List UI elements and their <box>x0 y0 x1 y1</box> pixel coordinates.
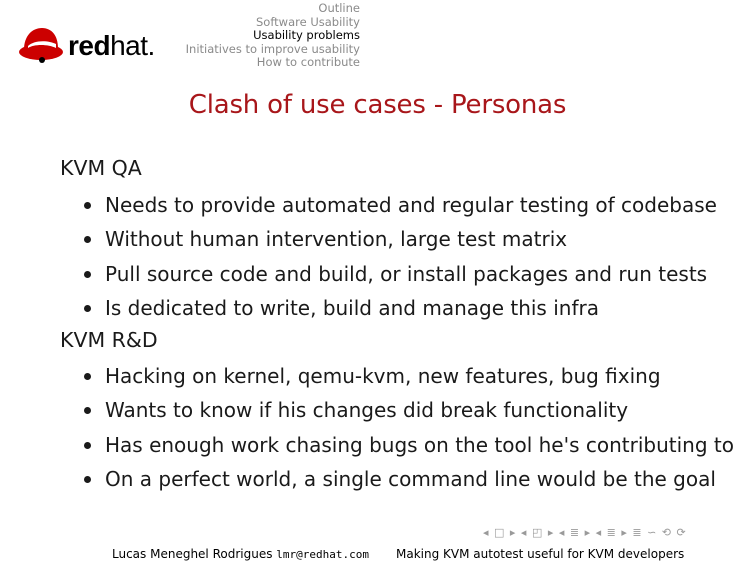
bullet-icon <box>84 373 91 380</box>
shadowman-icon <box>18 24 66 64</box>
bullet-item: Is dedicated to write, build and manage this infra <box>82 291 717 325</box>
bullet-item: Hacking on kernel, qemu-kvm, new features, bug fixing <box>82 359 734 393</box>
outline-item[interactable]: How to contribute <box>256 55 360 69</box>
bullet-icon <box>84 442 91 449</box>
redhat-logo <box>18 24 163 68</box>
beamer-navigation-icons[interactable]: ◂ □ ▸ ◂ ◰ ▸ ◂ ≣ ▸ ◂ ≣ ▸ ≣ ∽ ⟲ ⟳ <box>483 526 687 539</box>
bullet-item: On a perfect world, a single command line would be the goal <box>82 462 734 496</box>
outline-item-current[interactable]: Usability problems <box>253 28 360 42</box>
footer-talk-title: Making KVM autotest useful for KVM developers <box>396 547 685 561</box>
author-name: Lucas Meneghel Rodrigues <box>112 547 273 561</box>
bullet-item: Pull source code and build, or install packages and run tests <box>82 257 717 291</box>
bullet-item: Needs to provide automated and regular testing of codebase <box>82 188 717 222</box>
bullet-icon <box>84 271 91 278</box>
bullet-icon <box>84 407 91 414</box>
author-email: lmr@redhat.com <box>276 548 370 561</box>
logo-wordmark: redhat. <box>68 30 155 61</box>
outline-item[interactable]: Initiatives to improve usability <box>185 41 360 56</box>
section-heading-kvm-qa: KVM QA <box>60 156 142 180</box>
footer-author <box>112 547 369 561</box>
bullet-list-kvm-qa <box>82 188 717 325</box>
bullet-item: Has enough work chasing bugs on the tool he's contributing to <box>82 428 734 462</box>
outline-item[interactable]: Outline <box>318 1 360 15</box>
outline-nav <box>186 2 360 70</box>
bullet-icon <box>84 202 91 209</box>
slide-title: Clash of use cases - Personas <box>188 90 567 120</box>
bullet-item: Without human intervention, large test matrix <box>82 222 717 256</box>
bullet-icon <box>84 236 91 243</box>
bullet-list-kvm-rd <box>82 359 734 496</box>
bullet-icon <box>84 476 91 483</box>
bullet-icon <box>84 305 91 312</box>
outline-item[interactable]: Software Usability <box>255 14 360 29</box>
bullet-item: Wants to know if his changes did break functionality <box>82 393 734 427</box>
section-heading-kvm-rd: KVM R&D <box>60 328 158 352</box>
